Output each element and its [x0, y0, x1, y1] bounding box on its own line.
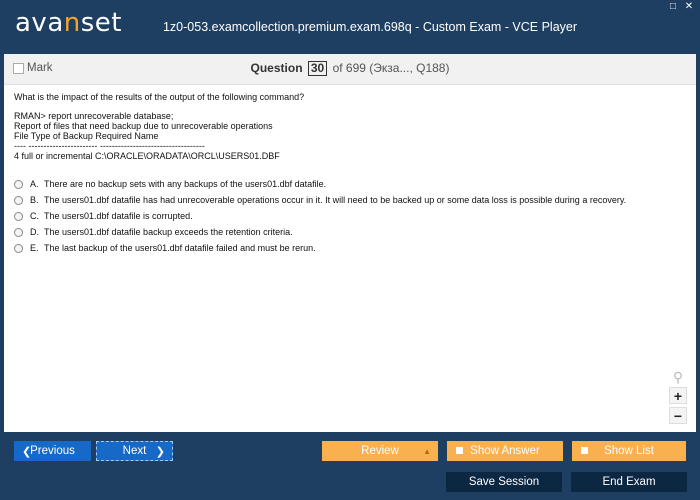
- question-text: [14, 92, 304, 161]
- previous-label: Previous: [30, 445, 75, 457]
- next-label: Next: [122, 445, 147, 457]
- question-label: Question: [250, 61, 303, 75]
- option-text: The users01.dbf datafile has had unrecoverable operations occur in it. It will need to be backed up or some data loss is possible during a recovery.: [44, 195, 627, 205]
- chevron-left-icon: ❮: [22, 445, 32, 458]
- option-text: The users01.dbf datafile is corrupted.: [44, 211, 193, 221]
- question-line: Report of files that need backup due to unrecoverable operations: [14, 121, 273, 131]
- previous-button[interactable]: [14, 441, 91, 461]
- magnifier-icon: ⚲: [672, 369, 684, 385]
- radio-icon[interactable]: [14, 180, 23, 189]
- option-a[interactable]: [14, 176, 626, 192]
- exam-content: [4, 54, 696, 432]
- radio-icon[interactable]: [14, 212, 23, 221]
- avanset-logo: avanset: [15, 8, 122, 38]
- question-line-blank: [14, 102, 304, 111]
- option-b[interactable]: [14, 192, 626, 208]
- window-title: 1z0-053.examcollection.premium.exam.698q - Custom Exam - VCE Player: [162, 20, 578, 34]
- option-text: The last backup of the users01.dbf datafile failed and must be rerun.: [44, 243, 316, 253]
- option-letter: D.: [30, 227, 39, 237]
- save-session-button[interactable]: Save Session: [446, 472, 562, 492]
- question-line: ---- ----------------------- -----------------------------------: [14, 141, 205, 151]
- title-bar: [0, 0, 700, 54]
- question-line: What is the impact of the results of the output of the following command?: [14, 92, 305, 102]
- close-icon[interactable]: ✕: [684, 1, 694, 12]
- radio-icon[interactable]: [14, 244, 23, 253]
- show-list-label: Show List: [604, 445, 654, 457]
- zoom-in-button[interactable]: +: [669, 387, 687, 404]
- mark-label: Mark: [27, 62, 53, 74]
- question-number-box[interactable]: 30: [308, 61, 327, 76]
- zoom-controls: [669, 369, 687, 427]
- zoom-out-button[interactable]: −: [669, 407, 687, 424]
- option-text: There are no backup sets with any backups of the users01.dbf datafile.: [44, 179, 327, 189]
- option-c[interactable]: [14, 208, 626, 224]
- radio-icon[interactable]: [14, 196, 23, 205]
- option-text: The users01.dbf datafile backup exceeds the retention criteria.: [44, 227, 293, 237]
- bottom-toolbar: [4, 432, 696, 500]
- option-letter: B.: [30, 195, 39, 205]
- next-button[interactable]: [96, 441, 173, 461]
- checkbox-icon: [581, 447, 588, 454]
- show-list-button[interactable]: [572, 441, 686, 461]
- question-line: RMAN> report unrecoverable database;: [14, 111, 174, 121]
- show-answer-label: Show Answer: [470, 445, 540, 457]
- option-letter: E.: [30, 243, 39, 253]
- checkbox-icon: [456, 447, 463, 454]
- review-label: Review: [361, 445, 399, 457]
- question-total: of 699 (Экза..., Q188): [332, 61, 450, 75]
- option-e[interactable]: [14, 240, 626, 256]
- show-answer-button[interactable]: [447, 441, 563, 461]
- end-exam-button[interactable]: End Exam: [571, 472, 687, 492]
- option-d[interactable]: [14, 224, 626, 240]
- maximize-icon[interactable]: □: [669, 1, 677, 12]
- question-header: [4, 54, 696, 85]
- option-letter: C.: [30, 211, 39, 221]
- chevron-right-icon: ❯: [155, 445, 165, 458]
- review-button[interactable]: [322, 441, 438, 461]
- radio-icon[interactable]: [14, 228, 23, 237]
- caret-up-icon: ▲: [423, 447, 431, 456]
- window-controls: [668, 2, 694, 12]
- question-line: File Type of Backup Required Name: [14, 131, 159, 141]
- question-line: 4 full or incremental C:\ORACLE\ORADATA\ORCL\USERS01.DBF: [14, 151, 280, 161]
- option-letter: A.: [30, 179, 39, 189]
- answer-options: [14, 176, 626, 256]
- question-counter: [4, 61, 696, 76]
